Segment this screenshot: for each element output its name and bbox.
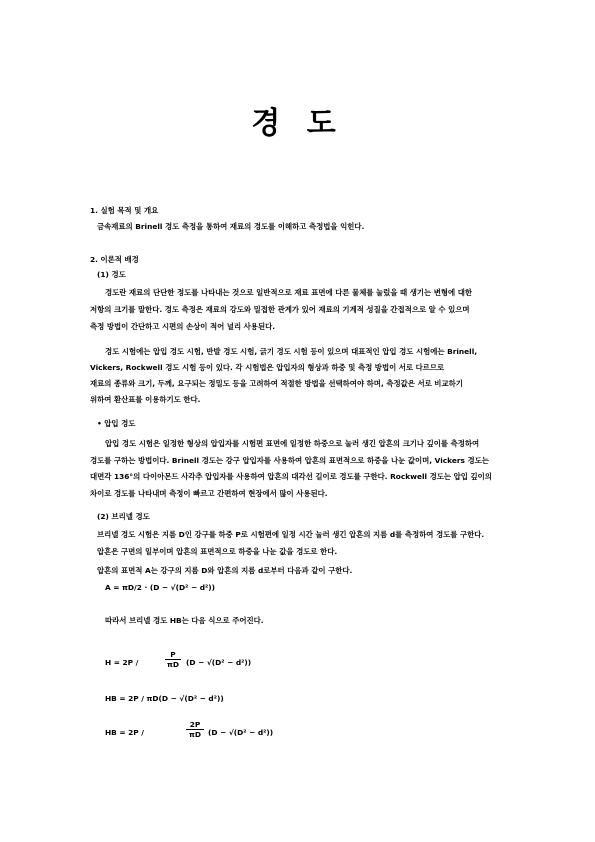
paragraph-line: HB = 2P / πD(D − √(D² − d²)) <box>105 694 224 703</box>
paragraph-line: 경도 시험에는 압입 경도 시험, 반발 경도 시험, 긁기 경도 시험 등이 있으며 대표적인 압입 경도 시험에는 Brinell, <box>105 347 478 356</box>
paragraph-line: 따라서 브리넬 경도 HB는 다음 식으로 주어진다. <box>105 616 264 625</box>
formula-2-fraction <box>186 720 204 739</box>
section-heading-1: 1. 실험 목적 및 개요 <box>90 206 159 215</box>
subsection-heading: (1) 경도 <box>97 270 126 279</box>
formula-1-tail: (D − √(D² − d²)) <box>186 658 252 667</box>
paragraph-line: 경도를 구하는 방법이다. Brinell 경도는 강구 압입자를 사용하여 압흔의 표면적으로 하중을 나눈 값이며, Vickers 경도는 <box>90 456 489 465</box>
formula-2-tail: (D − √(D² − d²)) <box>208 728 274 737</box>
paragraph-line: 압흔은 구면의 일부이며 압흔의 표면적으로 하중을 나눈 값을 경도로 한다. <box>97 547 338 556</box>
paragraph-line: 재료의 종류와 크기, 두께, 요구되는 정밀도 등을 고려하여 적절한 방법을 선택하여야 하며, 측정값은 서로 비교하기 <box>90 379 463 388</box>
formula-2-denominator: πD <box>189 730 201 739</box>
formula-1-denominator: πD <box>167 660 179 669</box>
paragraph-line: 브리넬 경도 시험은 지름 D인 강구를 하중 P로 시험편에 일정 시간 눌러 생긴 압흔의 지름 d를 측정하여 경도를 구한다. <box>97 530 485 539</box>
formula-2-lhs: HB = 2P / <box>105 728 144 737</box>
paragraph-line: 압흔의 표면적 A는 강구의 지름 D와 압흔의 지름 d로부터 다음과 같이 구한다. <box>97 566 353 575</box>
bullet-heading: • 압입 경도 <box>97 419 136 428</box>
paragraph-line: 압입 경도 시험은 일정한 형상의 압입자를 시험편 표면에 일정한 하중으로 눌러 생긴 압흔의 크기나 깊이를 측정하여 <box>105 439 480 448</box>
formula-1-fraction <box>165 650 181 669</box>
paragraph-line: 위하여 환산표를 이용하기도 한다. <box>90 395 201 404</box>
paragraph-line: 저항의 크기를 말한다. 경도 측정은 재료의 강도와 밀접한 관계가 있어 재료의 기계적 성질을 간접적으로 알 수 있으며 <box>90 305 470 314</box>
document-title: 경 도 <box>251 106 344 141</box>
paragraph-line: 차이로 경도를 나타내며 측정이 빠르고 간편하여 현장에서 많이 사용된다. <box>90 489 328 498</box>
subsection-heading: (2) 브리넬 경도 <box>97 512 150 521</box>
section-heading-2: 2. 이론적 배경 <box>90 255 139 264</box>
formula-1-numerator: P <box>170 650 176 659</box>
paragraph-line: 금속재료의 Brinell 경도 측정을 통하여 재료의 경도를 이해하고 측정법을 익힌다. <box>97 222 365 231</box>
paragraph-line: A = πD/2 · (D − √(D² − d²)) <box>105 583 215 592</box>
paragraph-line: 경도란 재료의 단단한 정도를 나타내는 것으로 일반적으로 재료 표면에 다른 물체를 눌렀을 때 생기는 변형에 대한 <box>105 288 473 297</box>
formula-1-lhs: H = 2P / <box>105 658 139 667</box>
paragraph-line: 측정 방법이 간단하고 시편의 손상이 적어 널리 사용된다. <box>90 322 276 331</box>
paragraph-line: Vickers, Rockwell 경도 시험 등이 있다. 각 시험법은 압입자의 형상과 하중 및 측정 방법이 서로 다르므로 <box>90 363 445 372</box>
paragraph-line: 대면각 136°의 다이아몬드 사각추 압입자를 사용하여 압흔의 대각선 길이로 경도를 구한다. Rockwell 경도는 압입 깊이의 <box>90 472 492 481</box>
formula-2-numerator: 2P <box>189 720 201 729</box>
